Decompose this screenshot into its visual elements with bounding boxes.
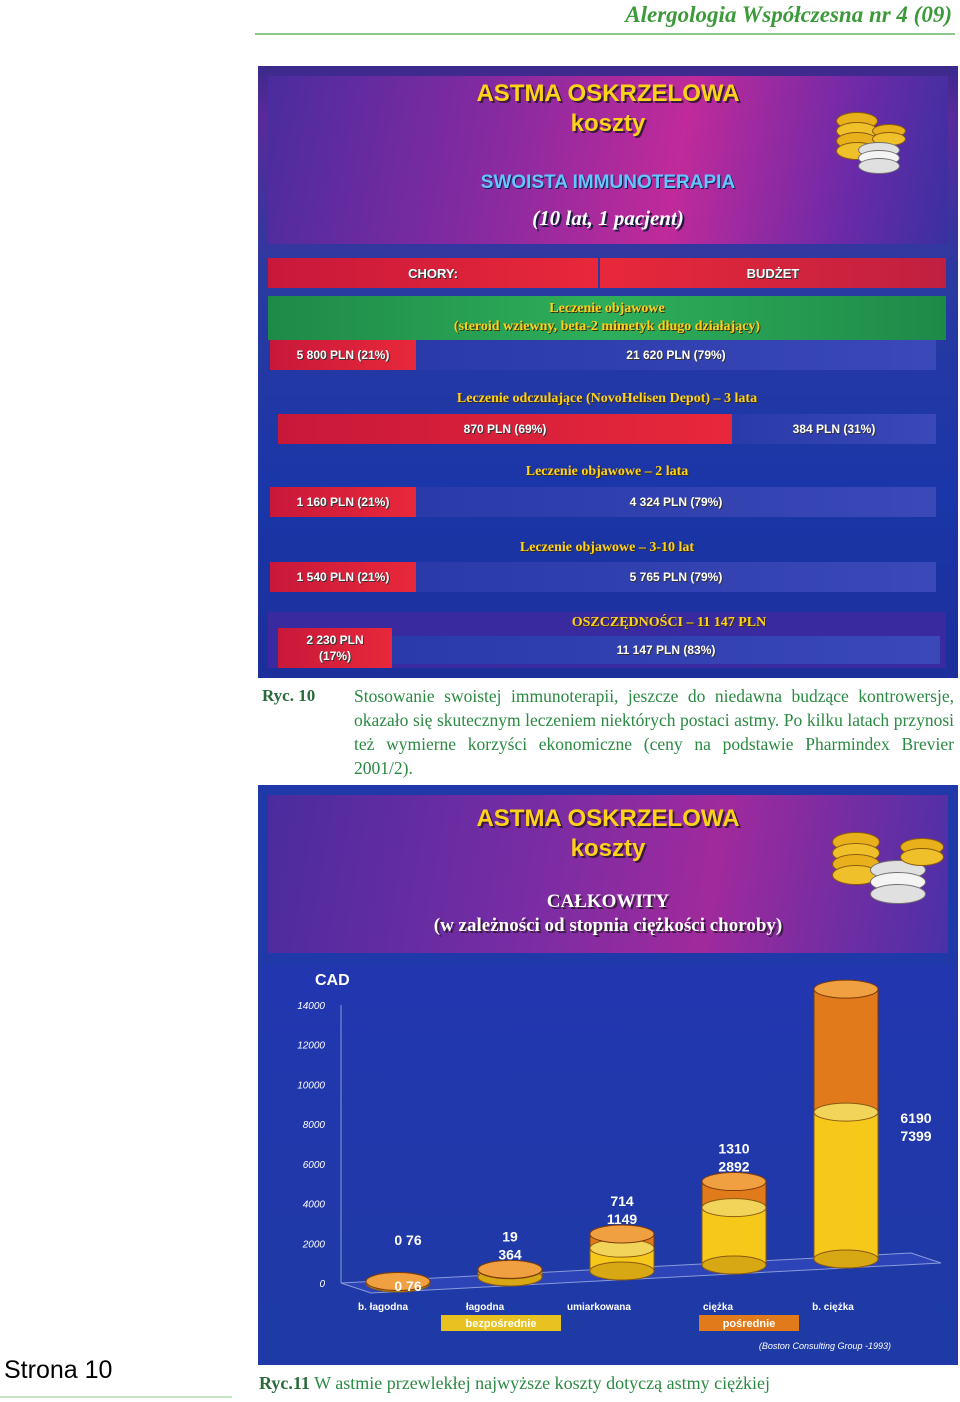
page-number: Strona 10 <box>4 1356 113 1384</box>
row1-left-value: 5 800 PLN (21%) <box>296 348 390 362</box>
bar-direct <box>814 1112 878 1259</box>
data-label-bottom: 0 76 <box>394 1278 422 1294</box>
slide2-title: ASTMA OSKRZELOWA <box>476 805 740 832</box>
row4-heading: Leczenie objawowe – 3-10 lat <box>519 540 695 555</box>
row3-heading-band <box>268 460 946 486</box>
row1-heading: Leczenie objawowe <box>549 301 665 316</box>
y-axis-label: CAD <box>315 972 350 989</box>
y-tick-label: 8000 <box>302 1120 325 1132</box>
data-label-bottom: 7399 <box>900 1128 932 1144</box>
slide-title-2: koszty <box>570 110 646 137</box>
figure-11-caption <box>259 1373 770 1394</box>
row1-left-bar <box>270 340 416 370</box>
header-divider <box>255 33 955 35</box>
slide2-subtitle-2: (w zależności od stopnia ciężkości choroby) <box>433 915 783 936</box>
row5-heading-band <box>392 612 946 636</box>
data-label-top: 6190 <box>900 1110 932 1126</box>
legend-label: bezpośrednie <box>465 1318 537 1330</box>
bar-joint <box>814 1103 878 1121</box>
bar-top <box>702 1173 766 1191</box>
bar-top <box>814 980 878 998</box>
row3-heading: Leczenie objawowe – 2 lata <box>525 464 689 479</box>
row2-heading: Leczenie odczulające (NovoHelisen Depot) – 3 lata <box>456 391 758 406</box>
row4-heading-band <box>268 536 946 562</box>
row5-left-value: 2 230 PLN <box>306 633 364 647</box>
data-label-top: 19 <box>502 1228 518 1245</box>
row5-heading: OSZCZĘDNOŚCI – 11 147 PLN <box>571 615 767 630</box>
row2-left-bar <box>278 414 732 444</box>
chart-source: (Boston Consulting Group -1993) <box>758 1341 891 1351</box>
row3-right-value: 4 324 PLN (79%) <box>629 495 723 509</box>
column-left-label: CHORY: <box>408 265 458 281</box>
x-category-label: umiarkowana <box>567 1302 631 1313</box>
row5-left-bar <box>278 628 392 668</box>
figure-11-text: W astmie przewlekłej najwyższe koszty dotyczą astmy ciężkiej <box>314 1373 771 1393</box>
data-label-top: 1310 <box>718 1140 750 1157</box>
bar-top <box>590 1225 654 1243</box>
slide2-title-2: koszty <box>570 835 646 862</box>
bar-base <box>702 1256 766 1274</box>
row2-right-bar <box>732 414 936 444</box>
slide-title-band <box>268 76 948 244</box>
bar-indirect <box>814 989 878 1112</box>
y-tick-label: 10000 <box>297 1080 325 1092</box>
row4-right-value: 5 765 PLN (79%) <box>629 570 723 584</box>
row4-right-bar <box>416 562 936 592</box>
row4-left-bar <box>270 562 416 592</box>
row2-left-value: 870 PLN (69%) <box>463 422 547 436</box>
x-category-label: b. ciężka <box>812 1302 854 1313</box>
figure-11-label: Ryc.11 <box>259 1373 310 1393</box>
bar-joint <box>702 1199 766 1217</box>
footer-divider <box>0 1396 232 1398</box>
column-left-header <box>268 258 598 288</box>
x-category-label: b. łagodna <box>358 1302 408 1313</box>
row1-heading-2: (steroid wziewny, beta-2 mimetyk długo działający) <box>453 319 761 334</box>
data-label-top: 0 76 <box>394 1232 422 1248</box>
column-right-header <box>600 258 946 288</box>
slide-subtitle: SWOISTA IMMUNOTERAPIA <box>480 172 736 193</box>
slide-subtitle-2: (10 lat, 1 pacjent) <box>532 206 684 230</box>
row2-right-value: 384 PLN (31%) <box>792 422 876 436</box>
row3-left-bar <box>270 487 416 517</box>
row3-right-bar <box>416 487 936 517</box>
row5-right-bar <box>392 636 940 664</box>
figure-10-label: Ryc. 10 <box>262 686 316 705</box>
y-tick-label: 4000 <box>302 1199 325 1211</box>
legend-label: pośrednie <box>722 1318 776 1330</box>
y-tick-label: 0 <box>319 1279 325 1290</box>
row2-heading-band <box>268 386 946 414</box>
y-tick-label: 2000 <box>302 1239 325 1251</box>
figure-10-caption: Stosowanie swoistej immunoterapii, jeszcze do niedawna budzące kontrowersje, okazało się skutecznym leczeniem niektórych postaci astmy. Po kilku latach przynosi też wymierne korzyści ekonomiczne (ceny na podstawie Pharmindex Brevier 2001/2). <box>354 686 954 778</box>
row5-left-percent: (17%) <box>318 649 351 663</box>
slide-title: ASTMA OSKRZELOWA <box>476 80 740 107</box>
journal-title: Alergologia Współczesna nr 4 (09) <box>625 2 952 27</box>
row1-right-value: 21 620 PLN (79%) <box>626 348 726 362</box>
chart-area <box>263 965 953 1360</box>
x-category-label: ciężka <box>702 1302 734 1313</box>
row3-left-value: 1 160 PLN (21%) <box>296 495 390 509</box>
row4-left-value: 1 540 PLN (21%) <box>296 570 390 584</box>
y-tick-label: 14000 <box>297 1001 325 1012</box>
data-label-bottom: 364 <box>498 1246 522 1263</box>
bar-base <box>590 1262 654 1280</box>
y-tick-label: 12000 <box>297 1040 325 1052</box>
slide2-subtitle: CAŁKOWITY <box>546 891 670 912</box>
bar-top <box>478 1260 542 1278</box>
row1-heading-band <box>268 296 946 340</box>
bar-base <box>814 1250 878 1268</box>
column-right-label: BUDŻET <box>746 265 800 281</box>
cost-chart <box>263 965 953 1360</box>
row5-right-value: 11 147 PLN (83%) <box>616 643 716 657</box>
data-label-bottom: 2892 <box>718 1158 750 1175</box>
row1-right-bar <box>416 340 936 370</box>
data-label-bottom: 1149 <box>606 1211 638 1228</box>
y-tick-label: 6000 <box>302 1159 325 1171</box>
data-label-top: 714 <box>610 1193 634 1210</box>
x-category-label: łagodna <box>465 1302 505 1313</box>
